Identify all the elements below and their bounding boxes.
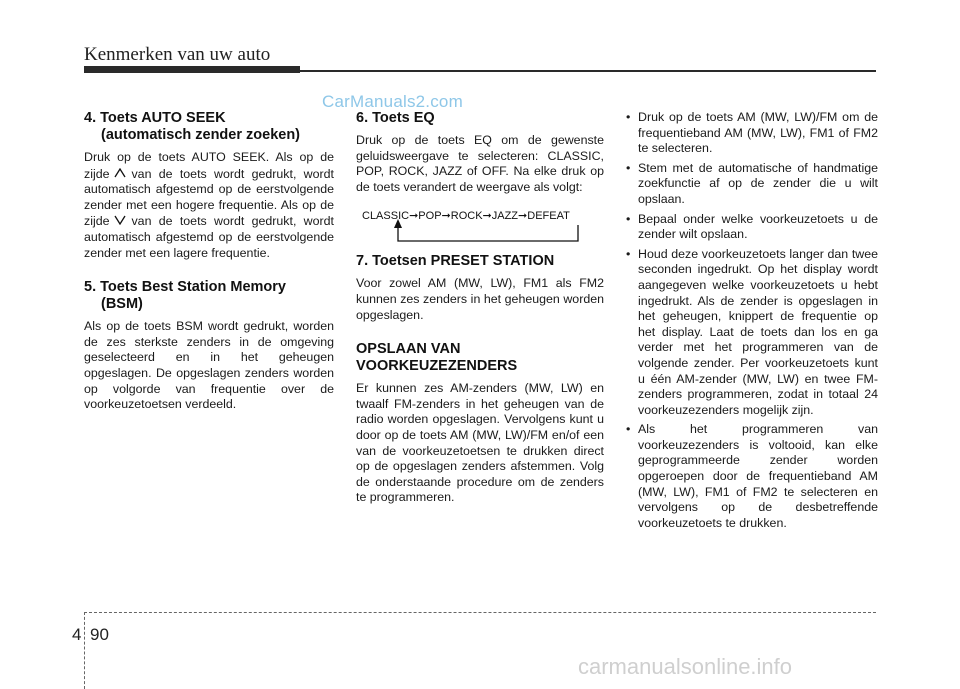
watermark-bottom: carmanualsonline.info — [578, 654, 793, 679]
eq-flow-diagram — [356, 209, 604, 247]
s4-text-2: van de toets wordt gedrukt, wordt automatisch afgestemd op de eerstvolgende zender met een hogere frequentie. Als op de zijde — [84, 166, 334, 229]
watermark-top: CarManuals2.com — [322, 92, 463, 111]
footer-rule — [84, 612, 876, 613]
s4-text-1: Druk op de toets AUTO SEEK. Als op de zijde — [84, 150, 334, 181]
column-3 — [626, 110, 878, 535]
arrow-right-icon: ➞ — [409, 210, 419, 223]
arrow-right-icon: ➞ — [518, 210, 528, 223]
preset-steps-list — [626, 110, 878, 531]
page-section-number: 4 — [72, 625, 82, 644]
list-item-text: Houd deze voorkeuzetoets langer dan twee seconden ingedrukt. Op het display wordt aangegeven welke voorkeuzetoets u hebt ingedrukt. Als de zender is opgeslagen in het geheugen, knippert de frequentie op het display. Laat de toets dan los en ga verder met het programmeren van de volgende zender. Per voorkeuzetoets kunt u één AM-zender (MW, LW) en twee FM-zenders programmeren, zodat in totaal 24 voorkeuzezenders mogelijk zijn. — [638, 246, 878, 417]
list-item-text: Bepaal onder welke voorkeuzetoets u de zender wilt opslaan. — [638, 211, 878, 242]
bullet-icon: • — [626, 422, 631, 437]
header-bar — [84, 66, 300, 73]
bullet-icon: • — [626, 246, 631, 261]
eq-mode-pop: POP — [418, 210, 442, 223]
eq-mode-rock: ROCK — [450, 210, 483, 223]
column-1 — [84, 110, 334, 413]
arrow-right-icon: ➞ — [441, 210, 451, 223]
page-number: 90 — [90, 625, 109, 644]
page-header-title: Kenmerken van uw auto — [84, 44, 271, 65]
chevron-down-icon — [109, 213, 131, 229]
eq-mode-defeat: DEFEAT — [527, 210, 570, 223]
list-item — [626, 212, 878, 243]
section-5-heading — [84, 279, 334, 313]
s4-text-3: van de toets wordt gedrukt, wordt automatisch afgestemd op de eerstvolgende zender met een lagere frequentie. — [84, 214, 334, 260]
section-5-paragraph: Als op de toets BSM wordt gedrukt, worden de zes sterkste zenders in de omgeving geselecteerd en in het geheugen opgeslagen. De opgeslagen zenders worden op volgorde van frequentie over de voorkeuzetoetsen verdeeld. — [84, 319, 334, 412]
footer-divider — [84, 612, 86, 689]
section-4-heading-line2: (automatisch zender zoeken) — [101, 127, 301, 143]
column-2 — [356, 110, 604, 506]
list-item — [626, 161, 878, 208]
list-item — [626, 110, 878, 157]
section-4-paragraph — [84, 150, 334, 261]
section-5-heading-line1: 5. Toets Best Station Memory — [84, 279, 286, 296]
section-6-heading: 6. Toets EQ — [356, 110, 435, 126]
eq-mode-classic: CLASSIC — [362, 210, 410, 223]
bullet-icon: • — [626, 110, 631, 124]
eq-flow-sequence — [362, 209, 570, 222]
save-presets-heading — [356, 341, 604, 375]
section-5-heading-line2: (BSM) — [101, 296, 143, 313]
save-presets-paragraph: Er kunnen zes AM-zenders (MW, LW) en twaalf FM-zenders in het geheugen van de radio worden opgeslagen. Vervolgens kunt u door op de toets AM (MW, LW)/FM en/of een van de voorkeuzetoetsen te drukken direct op de opgeslagen zenders afstemmen. Volg de onderstaande procedure om de zenders te programmeren. — [356, 381, 604, 505]
arrow-right-icon: ➞ — [482, 210, 492, 223]
bullet-icon: • — [626, 160, 631, 175]
section-6-paragraph: Druk op de toets EQ om de gewenste geluidsweergave te selecteren: CLASSIC, POP, ROCK, JAZZ of OFF. Na elke druk op de toets verandert de weergave als volgt: — [356, 133, 604, 194]
list-item-text: Druk op de toets AM (MW, LW)/FM om de frequentieband AM (MW, LW), FM1 of FM2 te selecteren. — [638, 110, 878, 156]
bullet-icon: • — [626, 211, 631, 226]
section-7-paragraph: Voor zowel AM (MW, LW), FM1 als FM2 kunnen zes zenders in het geheugen worden opgeslagen. — [356, 276, 604, 322]
section-4-heading-line1: 4. Toets AUTO SEEK — [84, 110, 226, 126]
section-4-heading — [84, 110, 334, 144]
list-item-text: Stem met de automatische of handmatige zoekfunctie af op de zender die u wilt opslaan. — [638, 160, 878, 206]
header-rule — [300, 70, 876, 72]
save-presets-heading-line1: OPSLAAN VAN — [356, 341, 461, 358]
section-7-heading: 7. Toetsen PRESET STATION — [356, 253, 555, 270]
chevron-up-icon — [109, 166, 131, 182]
save-presets-heading-line2: VOORKEUZEZENDERS — [356, 358, 518, 375]
list-item-text: Als het programmeren van voorkeuzezenders is voltooid, kan elke geprogrammeerde zender worden opgeroepen door de frequentieband AM (MW, LW), FM1 of FM2 te selecteren en vervolgens op de desbetreffende voorkeuzetoets te drukken. — [638, 422, 878, 530]
list-item — [626, 422, 878, 531]
list-item — [626, 247, 878, 419]
eq-mode-jazz: JAZZ — [491, 210, 519, 223]
